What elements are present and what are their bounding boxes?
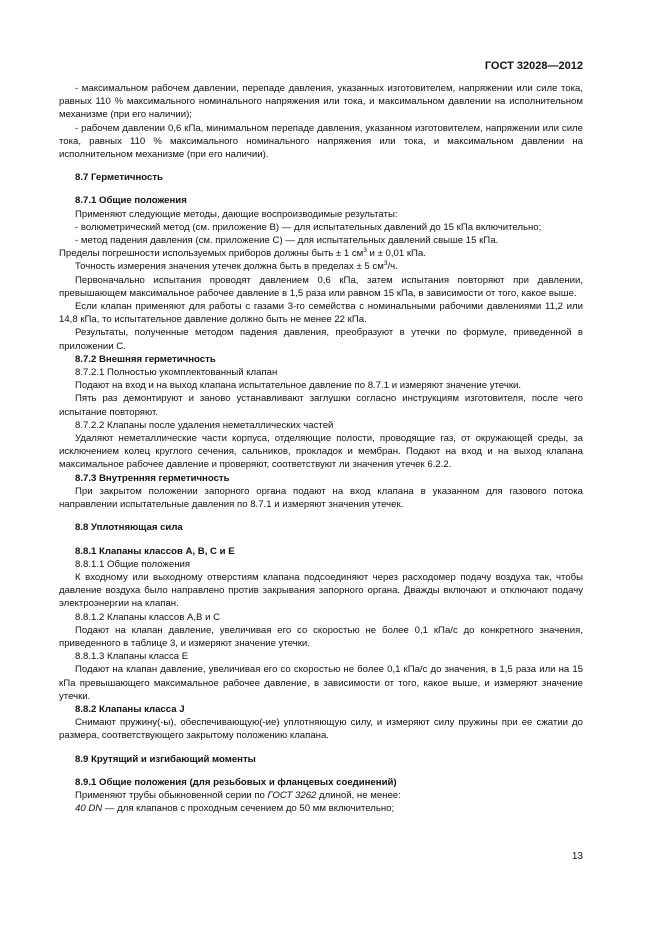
paragraph: Подают на клапан давление, увеличивая его со скоростью не более 0,1 кПа/с до значения, в 1,5 раза или на 15 кПа превышающего максимальное рабочее давление, в зависимости от того, какое выше, и измеряют значение утечки.	[59, 664, 583, 702]
paragraph: Пять раз демонтируют и заново устанавливают заглушки согласно инструкциям изготовителя, после чего испытание повторяют.	[59, 393, 583, 418]
section-heading: 8.8 Уплотняющая сила	[75, 522, 183, 534]
paragraph: Подают на вход и на выход клапана испытательное давление по 8.7.1 и измеряют значение утечки.	[75, 380, 522, 392]
subsection-heading: 8.7.2 Внешняя герметичность	[75, 353, 216, 365]
clause-heading: 8.8.1.3 Клапаны класса E	[75, 651, 189, 663]
clause-heading: 8.7.2.2 Клапаны после удаления неметаллических частей	[75, 419, 334, 431]
paragraph: - максимальном рабочем давлении, перепаде давления, указанных изготовителем, напряжении или силе тока, равных 110 % максимального номинального напряжения или тока, и максимальном давлении на исполнительном механизме (при его наличии);	[59, 83, 583, 121]
paragraph: Первоначально испытания проводят давлением 0,6 кПа, затем испытания повторяют при давлении, превышающем максимальное рабочее давление в 1,5 раза или равном 15 кПа, в зависимости от того, какое выше.	[59, 274, 583, 299]
paragraph: Точность измерения значения утечек должна быть в пределах ± 5 $см^3/ч$.	[75, 260, 398, 273]
page-number: 13	[571, 851, 583, 862]
paragraph: К входному или выходному отверстиям клапана подсоединяют через расходомер подачу воздуха так, чтобы давление воздуха было направлено против закрывания запорного органа. Дважды включают и отключают подачу электроэнергии на клапан.	[59, 571, 583, 610]
paragraph: Применяют трубы обыкновенной серии по ГОСТ 3262 длиной, не менее:	[75, 789, 401, 801]
document-header: ГОСТ 32028—2012	[484, 60, 583, 72]
paragraph: 40 DN — для клапанов с проходным сечением до 50 мм включительно;	[75, 803, 395, 815]
subsection-heading: 8.8.1 Клапаны классов A, B, C и E	[75, 545, 235, 557]
list-item: - метод падения давления (см. приложение C) — для испытательных давлений свыше 15 кПа.	[75, 235, 499, 247]
subsection-heading: 8.7.1 Общие положения	[75, 195, 187, 207]
page-body	[59, 82, 583, 815]
paragraph: Пределы погрешности используемых приборов должны быть ± 1 $см^3$ и ± 0,01 кПа.	[59, 247, 426, 260]
paragraph: Если клапан применяют для работы с газами 3-го семейства с номинальными рабочими давлениями 11,2 или 14,8 кПа, то испытательное давление должно быть не менее 22 кПа.	[59, 301, 583, 326]
paragraph: Снимают пружину(-ы), обеспечивающую(-ие) уплотняющую силу, и измеряют силу пружины при ее сжатии до размера, соответствующего закрытому положению клапана.	[59, 717, 583, 742]
paragraph: Удаляют неметаллические части корпуса, отделяющие полости, проводящие газ, от окружающей среды, за исключением колец круглого сечения, сальников, прокладок и мембран. Подают на вход и на выход клапана максимальное рабочее давление и проверяют, соответствуют ли значения утечек 6.2.2.	[59, 433, 583, 471]
section-heading: 8.9 Крутящий и изгибающий моменты	[75, 753, 256, 765]
paragraph: - рабочем давлении 0,6 кПа, минимальном перепаде давления, указанном изготовителем, напряжении или силе тока, равных 110 % максимального номинального напряжения или тока, и максимальном давлении на исполнительном механизме (при его наличии).	[59, 122, 583, 161]
section-heading: 8.7 Герметичность	[75, 172, 163, 184]
clause-heading: 8.8.1.1 Общие положения	[75, 558, 191, 570]
subsection-heading: 8.9.1 Общие положения (для резьбовых и фланцевых соединений)	[75, 776, 397, 788]
paragraph: Применяют следующие методы, дающие воспроизводимые результаты:	[75, 208, 398, 220]
list-item: - волюметрический метод (см. приложение B) — для испытательных давлений до 15 кПа включительно;	[75, 221, 542, 233]
clause-heading: 8.8.1.2 Клапаны классов A,B и C	[75, 611, 221, 623]
paragraph: Подают на клапан давление, увеличивая его со скоростью не более 0,1 кПа/с до конкретного значения, приведенного в таблице 3, и измеряют значение утечки.	[59, 624, 583, 649]
paragraph: Результаты, полученные методом падения давления, преобразуют в утечки по формуле, приведенной в приложении C.	[59, 327, 583, 352]
subsection-heading: 8.8.2 Клапаны класса J	[75, 703, 185, 715]
paragraph: При закрытом положении запорного органа подают на вход клапана в указанном для газового потока направлении испытательные давления по 8.7.1 и измеряют значения утечек.	[59, 485, 583, 511]
clause-heading: 8.7.2.1 Полностью укомплектованный клапан	[75, 367, 278, 379]
subsection-heading: 8.7.3 Внутренняя герметичность	[75, 472, 230, 484]
